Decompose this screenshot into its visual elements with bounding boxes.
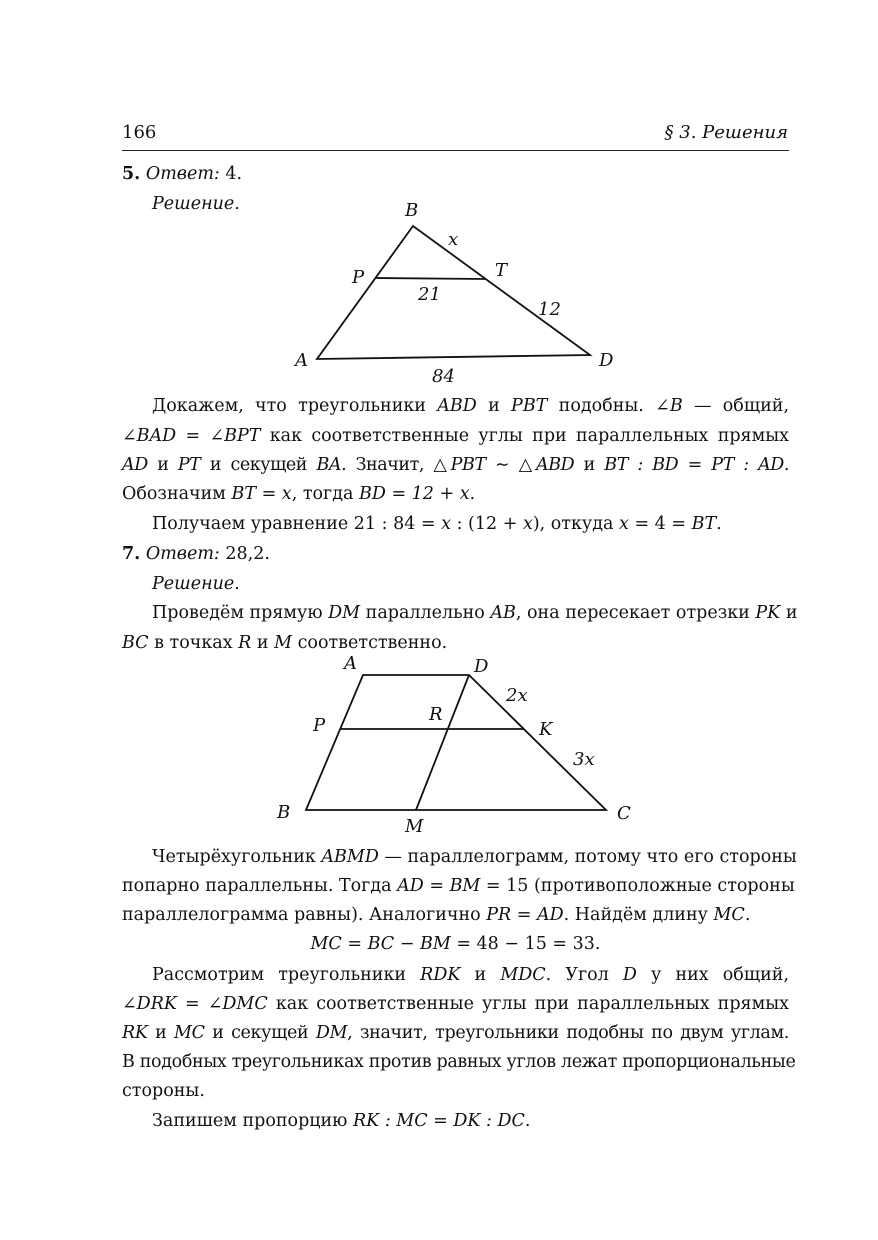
p7-para2-line1: Рассмотрим треугольники RDK и MDC. Угол D у них общий, [152, 965, 790, 985]
p7-intro-line2: BC в точках R и M соответственно. [122, 633, 448, 653]
label-a: A [344, 653, 357, 674]
p7-para1-line1: Четырёхугольник ABMD — параллелограмм, потому что его стороны [152, 847, 797, 867]
p7-intro-line1: Проведём прямую DM параллельно AB, она пересекает отрезки PK и [152, 603, 798, 623]
p7-para1-line3: параллелограмма равны). Аналогично PR = AD. Найдём длину MC. [122, 905, 751, 925]
answer-label: Ответ: [145, 544, 220, 564]
p5-para1-line3: AD и PT и секущей BA. Значит, △PBT ∼ △ABD и BT : BD = PT : AD. [122, 455, 789, 475]
measure-bt: x [448, 229, 459, 250]
segment-dm [416, 675, 469, 810]
p7-formula: MC = BC − BM = 48 − 15 = 33. [310, 934, 601, 954]
label-r: R [429, 704, 443, 725]
measure-dk: 2x [506, 685, 528, 706]
p5-para1-line1: Докажем, что треугольники ABD и PBT подобны. ∠B — общий, [152, 396, 790, 416]
problem-number: 7. [122, 544, 141, 564]
measure-pt: 21 [418, 284, 441, 305]
label-b: B [405, 200, 419, 221]
label-t: T [495, 260, 508, 281]
measure-td: 12 [538, 299, 561, 320]
p7-para2-line2: ∠DRK = ∠DMC как соответственные углы при параллельных прямых [122, 994, 789, 1014]
label-k: K [539, 719, 553, 740]
problem-number: 5. [122, 164, 141, 184]
label-b: B [277, 802, 291, 823]
label-p: P [313, 715, 326, 736]
trapezoid-abcd [306, 675, 606, 810]
p5-para1-line4: Обозначим BT = x, тогда BD = 12 + x. [122, 484, 476, 504]
label-p: P [352, 267, 365, 288]
p7-para3: Запишем пропорцию RK : MC = DK : DC. [152, 1111, 531, 1131]
p5-para1-line2: ∠BAD = ∠BPT как соответственные углы при параллельных прямых [122, 426, 790, 446]
answer-value: 28,2. [225, 544, 270, 564]
label-d: D [474, 656, 489, 677]
p7-para2-line3: RK и MC и секущей DM, значит, треугольники подобны по двум углам. [122, 1023, 789, 1043]
p7-para1-line2: попарно параллельны. Тогда AD = BM = 15 (противоположные стороны [122, 876, 795, 896]
running-header: § 3. Решения [664, 122, 788, 143]
page-number: 166 [122, 122, 157, 143]
p7-para2-line5: стороны. [122, 1081, 205, 1101]
solution-label-text: Решение. [152, 574, 240, 594]
answer-value: 4. [225, 164, 243, 184]
label-c: C [617, 803, 631, 824]
label-a: A [295, 350, 308, 371]
measure-ad: 84 [432, 366, 455, 387]
label-m: M [405, 816, 424, 837]
solution-label-text: Решение. [152, 194, 240, 214]
answer-label: Ответ: [145, 164, 220, 184]
measure-kc: 3x [573, 749, 595, 770]
label-d: D [599, 350, 614, 371]
p7-para2-line4: В подобных треугольниках против равных углов лежат пропорциональные [122, 1052, 796, 1072]
p5-para2: Получаем уравнение 21 : 84 = x : (12 + x), откуда x = 4 = BT. [152, 514, 722, 534]
